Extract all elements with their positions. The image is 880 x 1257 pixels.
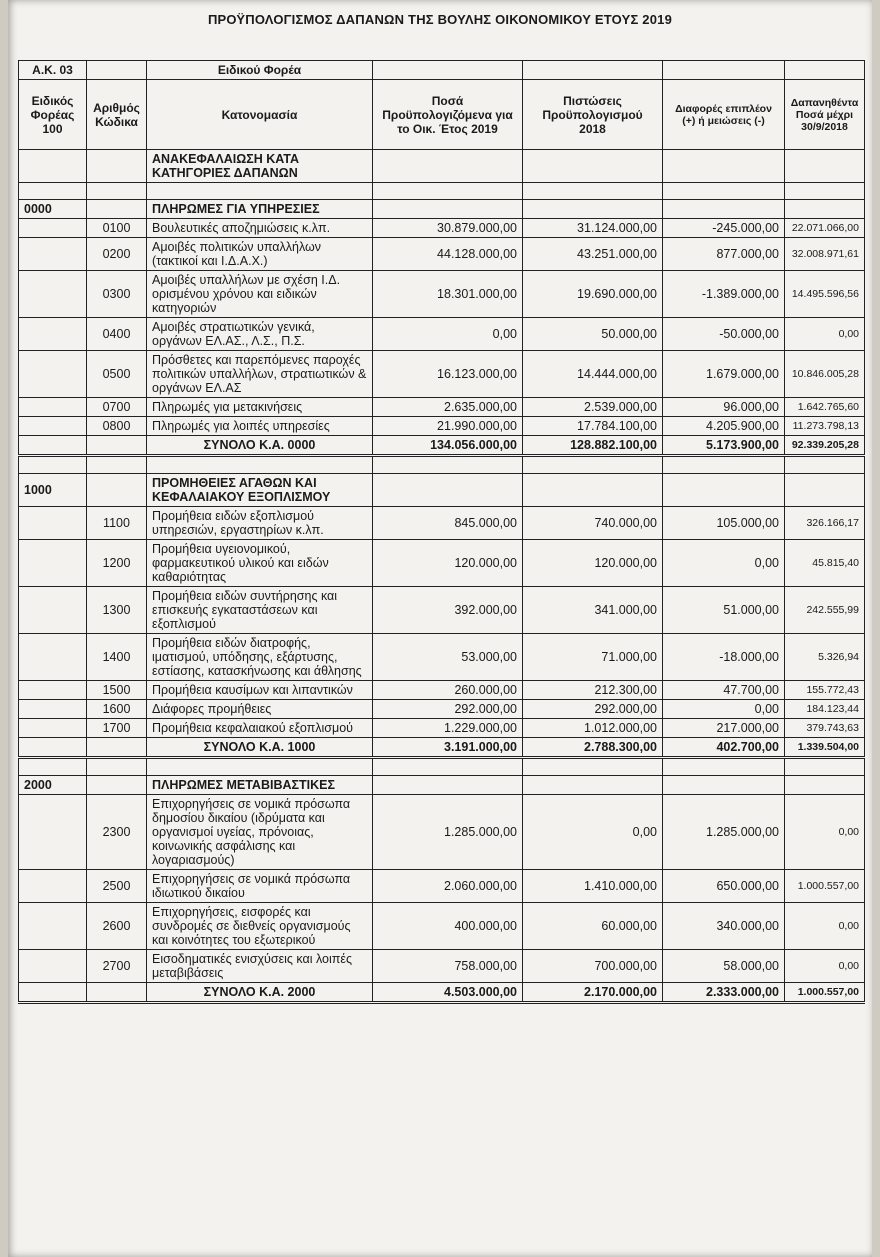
row-spent: 1.000.557,00 — [785, 870, 865, 903]
row-budget: 30.879.000,00 — [373, 219, 523, 238]
row-spent: 242.555,99 — [785, 587, 865, 634]
row-budget: 260.000,00 — [373, 681, 523, 700]
row-spent: 14.495.596,56 — [785, 271, 865, 318]
total-spent: 1.000.557,00 — [785, 983, 865, 1003]
total-diff: 2.333.000,00 — [663, 983, 785, 1003]
row-budget: 1.229.000,00 — [373, 719, 523, 738]
section-header-row — [19, 200, 865, 219]
row-label: Προμήθεια υγειονομικού, φαρμακευτικού υλικού και ειδών καθαριότητας — [147, 540, 373, 587]
row-label: Αμοιβές στρατιωτικών γενικά, οργάνων ΕΛ.ΑΣ., Λ.Σ., Π.Σ. — [147, 318, 373, 351]
table-row — [19, 870, 865, 903]
row-credits: 341.000,00 — [523, 587, 663, 634]
spacer-row — [19, 183, 865, 200]
row-budget: 0,00 — [373, 318, 523, 351]
total-spent: 92.339.205,28 — [785, 436, 865, 456]
table-row — [19, 903, 865, 950]
row-label: Προμήθεια ειδών διατροφής, ιματισμού, υπόδησης, εξάρτυσης, εστίασης, κατασκήνωσης και άθλησης — [147, 634, 373, 681]
row-diff: 217.000,00 — [663, 719, 785, 738]
row-credits: 120.000,00 — [523, 540, 663, 587]
row-code: 0800 — [87, 417, 147, 436]
row-diff: 1.285.000,00 — [663, 795, 785, 870]
row-budget: 1.285.000,00 — [373, 795, 523, 870]
row-label: Επιχορηγήσεις σε νομικά πρόσωπα δημοσίου δικαίου (ιδρύματα και οργανισμοί υγείας, πρόνοιας, κοινωνικής ασφάλισης και λογαριασμούς) — [147, 795, 373, 870]
row-budget: 44.128.000,00 — [373, 238, 523, 271]
row-label: Επιχορηγήσεις σε νομικά πρόσωπα ιδιωτικού δικαίου — [147, 870, 373, 903]
table-row — [19, 634, 865, 681]
total-label: ΣΥΝΟΛΟ Κ.Α. 1000 — [147, 738, 373, 758]
total-diff: 5.173.900,00 — [663, 436, 785, 456]
row-label: Προμήθεια κεφαλαιακού εξοπλισμού — [147, 719, 373, 738]
header-posa: Ποσά Προϋπολογιζόμενα για το Οικ. Έτος 2019 — [373, 80, 523, 150]
table-row — [19, 950, 865, 983]
table-row — [19, 700, 865, 719]
table-row — [19, 587, 865, 634]
total-budget: 3.191.000,00 — [373, 738, 523, 758]
row-credits: 292.000,00 — [523, 700, 663, 719]
table-row — [19, 719, 865, 738]
row-credits: 0,00 — [523, 795, 663, 870]
row-budget: 2.060.000,00 — [373, 870, 523, 903]
row-label: Πληρωμές για λοιπές υπηρεσίες — [147, 417, 373, 436]
row-credits: 1.012.000,00 — [523, 719, 663, 738]
table-row — [19, 271, 865, 318]
row-budget: 21.990.000,00 — [373, 417, 523, 436]
table-row — [19, 318, 865, 351]
document-title: ΠΡΟΫΠΟΛΟΓΙΣΜΟΣ ΔΑΠΑΝΩΝ ΤΗΣ ΒΟΥΛΗΣ ΟΙΚΟΝΟΜΙΚΟΥ ΕΤΟΥΣ 2019 — [207, 12, 673, 27]
row-diff: 58.000,00 — [663, 950, 785, 983]
row-spent: 155.772,43 — [785, 681, 865, 700]
recap-title: ΑΝΑΚΕΦΑΛΑΙΩΣΗ ΚΑΤΑ ΚΑΤΗΓΟΡΙΕΣ ΔΑΠΑΝΩΝ — [147, 150, 373, 183]
total-label: ΣΥΝΟΛΟ Κ.Α. 2000 — [147, 983, 373, 1003]
row-diff: 47.700,00 — [663, 681, 785, 700]
section-code: 1000 — [19, 474, 87, 507]
row-credits: 17.784.100,00 — [523, 417, 663, 436]
row-label: Πληρωμές για μετακινήσεις — [147, 398, 373, 417]
row-spent: 32.008.971,61 — [785, 238, 865, 271]
table-row — [19, 681, 865, 700]
row-label: Αμοιβές υπαλλήλων με σχέση Ι.Δ. ορισμένου χρόνου και ειδικών κατηγοριών — [147, 271, 373, 318]
total-row — [19, 738, 865, 758]
total-diff: 402.700,00 — [663, 738, 785, 758]
row-diff: 877.000,00 — [663, 238, 785, 271]
row-spent: 379.743,63 — [785, 719, 865, 738]
row-label: Διάφορες προμήθειες — [147, 700, 373, 719]
total-credits: 2.170.000,00 — [523, 983, 663, 1003]
row-diff: -1.389.000,00 — [663, 271, 785, 318]
row-spent: 0,00 — [785, 795, 865, 870]
row-spent: 0,00 — [785, 903, 865, 950]
budget-table — [18, 60, 865, 1004]
section-code: 2000 — [19, 776, 87, 795]
row-budget: 392.000,00 — [373, 587, 523, 634]
total-credits: 2.788.300,00 — [523, 738, 663, 758]
row-credits: 212.300,00 — [523, 681, 663, 700]
row-spent: 22.071.066,00 — [785, 219, 865, 238]
row-label: Πρόσθετες και παρεπόμενες παροχές πολιτικών υπαλλήλων, στρατιωτικών & οργάνων ΕΛ.ΑΣ — [147, 351, 373, 398]
section-header-row — [19, 474, 865, 507]
row-credits: 43.251.000,00 — [523, 238, 663, 271]
row-credits: 2.539.000,00 — [523, 398, 663, 417]
row-code: 1100 — [87, 507, 147, 540]
table-row — [19, 219, 865, 238]
total-label: ΣΥΝΟΛΟ Κ.Α. 0000 — [147, 436, 373, 456]
row-budget: 292.000,00 — [373, 700, 523, 719]
row-credits: 19.690.000,00 — [523, 271, 663, 318]
row-code: 2700 — [87, 950, 147, 983]
header-eidikos-foreas: Ειδικός Φορέας 100 — [19, 80, 87, 150]
section-code: 0000 — [19, 200, 87, 219]
row-diff: 0,00 — [663, 700, 785, 719]
header-pistoseis: Πιστώσεις Προϋπολογισμού 2018 — [523, 80, 663, 150]
row-budget: 845.000,00 — [373, 507, 523, 540]
row-code: 0400 — [87, 318, 147, 351]
row-label: Προμήθεια ειδών εξοπλισμού υπηρεσιών, εργαστηρίων κ.λπ. — [147, 507, 373, 540]
row-credits: 60.000,00 — [523, 903, 663, 950]
table-row — [19, 238, 865, 271]
table-row — [19, 540, 865, 587]
row-diff: 105.000,00 — [663, 507, 785, 540]
row-code: 1300 — [87, 587, 147, 634]
recap-row — [19, 150, 865, 183]
row-budget: 400.000,00 — [373, 903, 523, 950]
header-ak: Α.Κ. 03 — [19, 61, 87, 80]
section-header-row — [19, 776, 865, 795]
row-diff: -245.000,00 — [663, 219, 785, 238]
row-code: 1200 — [87, 540, 147, 587]
row-credits: 14.444.000,00 — [523, 351, 663, 398]
row-spent: 326.166,17 — [785, 507, 865, 540]
table-row — [19, 351, 865, 398]
header-arithmos-kodika: Αριθμός Κώδικα — [87, 80, 147, 150]
row-code: 0100 — [87, 219, 147, 238]
spacer-row — [19, 456, 865, 474]
section-title: ΠΡΟΜΗΘΕΙΕΣ ΑΓΑΘΩΝ ΚΑΙ ΚΕΦΑΛΑΙΑΚΟΥ ΕΞΟΠΛΙΣΜΟΥ — [147, 474, 373, 507]
row-credits: 700.000,00 — [523, 950, 663, 983]
row-credits: 50.000,00 — [523, 318, 663, 351]
row-diff: -50.000,00 — [663, 318, 785, 351]
row-diff: 340.000,00 — [663, 903, 785, 950]
header-eidikou-forea: Ειδικού Φορέα — [147, 61, 373, 80]
row-code: 0500 — [87, 351, 147, 398]
row-credits: 1.410.000,00 — [523, 870, 663, 903]
header-row-1 — [19, 61, 865, 80]
row-spent: 11.273.798,13 — [785, 417, 865, 436]
row-budget: 53.000,00 — [373, 634, 523, 681]
row-code: 0700 — [87, 398, 147, 417]
row-label: Εισοδηματικές ενισχύσεις και λοιπές μεταβιβάσεις — [147, 950, 373, 983]
row-code: 2600 — [87, 903, 147, 950]
row-diff: -18.000,00 — [663, 634, 785, 681]
row-budget: 18.301.000,00 — [373, 271, 523, 318]
row-label: Επιχορηγήσεις, εισφορές και συνδρομές σε διεθνείς οργανισμούς και κοινότητες του εξωτερικού — [147, 903, 373, 950]
row-spent: 0,00 — [785, 950, 865, 983]
total-spent: 1.339.504,00 — [785, 738, 865, 758]
row-label: Αμοιβές πολιτικών υπαλλήλων (τακτικοί και Ι.Δ.Α.Χ.) — [147, 238, 373, 271]
header-katonomasia: Κατονομασία — [147, 80, 373, 150]
table-row — [19, 398, 865, 417]
row-code: 1400 — [87, 634, 147, 681]
section-title: ΠΛΗΡΩΜΕΣ ΜΕΤΑΒΙΒΑΣΤΙΚΕΣ — [147, 776, 373, 795]
table-row — [19, 417, 865, 436]
row-diff: 1.679.000,00 — [663, 351, 785, 398]
spacer-row — [19, 758, 865, 776]
row-code: 2500 — [87, 870, 147, 903]
row-label: Προμήθεια ειδών συντήρησης και επισκευής εγκαταστάσεων και εξοπλισμού — [147, 587, 373, 634]
total-budget: 4.503.000,00 — [373, 983, 523, 1003]
row-budget: 16.123.000,00 — [373, 351, 523, 398]
row-spent: 10.846.005,28 — [785, 351, 865, 398]
total-row — [19, 436, 865, 456]
header-row-2 — [19, 80, 865, 150]
row-credits: 31.124.000,00 — [523, 219, 663, 238]
section-title: ΠΛΗΡΩΜΕΣ ΓΙΑ ΥΠΗΡΕΣΙΕΣ — [147, 200, 373, 219]
row-credits: 740.000,00 — [523, 507, 663, 540]
total-budget: 134.056.000,00 — [373, 436, 523, 456]
row-code: 0300 — [87, 271, 147, 318]
row-diff: 0,00 — [663, 540, 785, 587]
row-label: Προμήθεια καυσίμων και λιπαντικών — [147, 681, 373, 700]
row-code: 1500 — [87, 681, 147, 700]
header-diafores: Διαφορές επιπλέον (+) ή μειώσεις (-) — [663, 80, 785, 150]
row-spent: 5.326,94 — [785, 634, 865, 681]
row-budget: 2.635.000,00 — [373, 398, 523, 417]
row-code: 1600 — [87, 700, 147, 719]
row-label: Βουλευτικές αποζημιώσεις κ.λπ. — [147, 219, 373, 238]
row-diff: 51.000,00 — [663, 587, 785, 634]
row-budget: 120.000,00 — [373, 540, 523, 587]
header-dapanithenta: Δαπανηθέντα Ποσά μέχρι 30/9/2018 — [785, 80, 865, 150]
row-spent: 45.815,40 — [785, 540, 865, 587]
row-spent: 1.642.765,60 — [785, 398, 865, 417]
row-code: 2300 — [87, 795, 147, 870]
table-row — [19, 507, 865, 540]
row-code: 0200 — [87, 238, 147, 271]
row-code: 1700 — [87, 719, 147, 738]
row-spent: 0,00 — [785, 318, 865, 351]
row-budget: 758.000,00 — [373, 950, 523, 983]
row-spent: 184.123,44 — [785, 700, 865, 719]
total-row — [19, 983, 865, 1003]
row-credits: 71.000,00 — [523, 634, 663, 681]
total-credits: 128.882.100,00 — [523, 436, 663, 456]
row-diff: 96.000,00 — [663, 398, 785, 417]
row-diff: 4.205.900,00 — [663, 417, 785, 436]
row-diff: 650.000,00 — [663, 870, 785, 903]
table-row — [19, 795, 865, 870]
